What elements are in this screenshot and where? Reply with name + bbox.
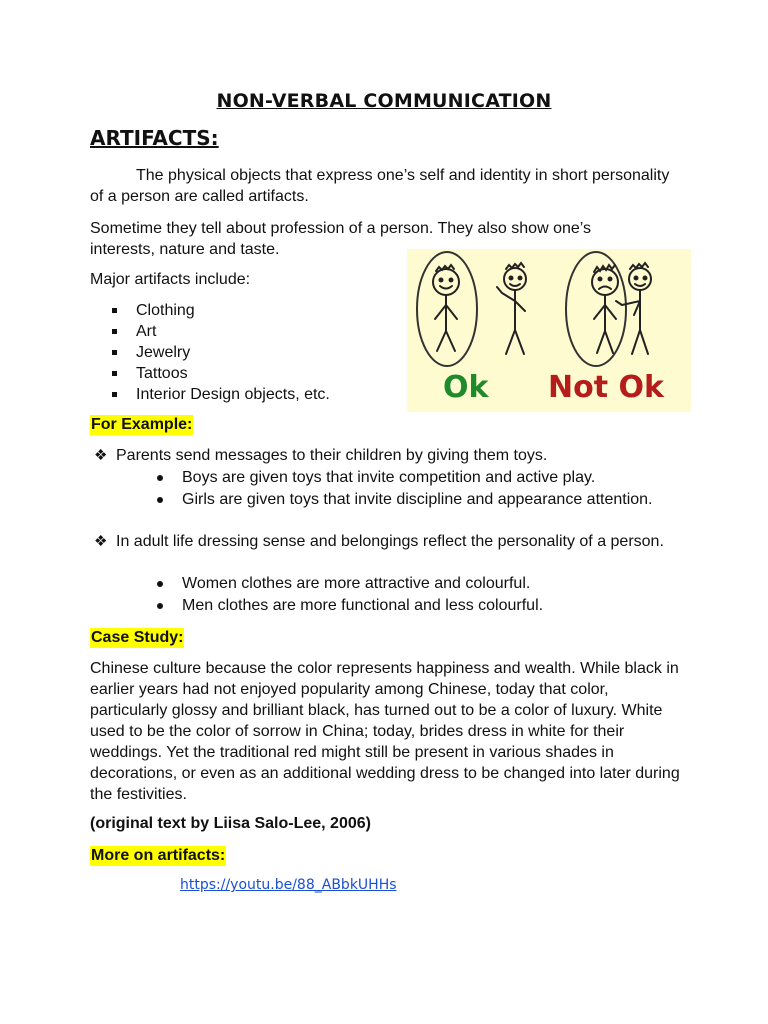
youtube-link[interactable]: https://youtu.be/88_ABbkUHHs — [180, 877, 397, 893]
list-item: ❖ Parents send messages to their children by giving them toys. — [94, 447, 548, 464]
page-title: NON-VERBAL COMMUNICATION — [216, 90, 552, 112]
list-item: Men clothes are more functional and less colourful. — [182, 595, 682, 616]
list-item: Art — [90, 321, 330, 342]
list-item: Jewelry — [90, 342, 330, 363]
list-item: Women clothes are more attractive and colourful. — [182, 573, 682, 594]
section-heading: ARTIFACTS: — [90, 126, 219, 150]
list-item: Girls are given toys that invite discipline and appearance attention. — [182, 489, 682, 510]
citation: (original text by Liisa Salo-Lee, 2006) — [90, 815, 371, 832]
profession-paragraph: Sometime they tell about profession of a person. They also show one’s interests, nature and taste. — [90, 220, 592, 258]
list-item: Interior Design objects, etc. — [90, 384, 330, 405]
case-study-paragraph: Chinese culture because the color represents happiness and wealth. While black in earlier years had not enjoyed popularity among Chinese, today that color, particularly glossy and brilliant black, has turned out to be a color of luxury. White used to be the color of sorrow in China; today, brides dress in white for their weddings. Yet the traditional red might still be present in various shades in decorations, or even as an additional wedding dress to be changed into later during the festivities. — [90, 660, 680, 803]
intro-paragraph: The physical objects that express one’s self and identity in short personality of a person are called artifacts. — [90, 167, 670, 205]
diamond-bullet-icon: ❖ — [94, 447, 108, 464]
not-ok-label: Not Ok — [548, 370, 664, 405]
bullet-icon — [157, 497, 163, 503]
bullet-icon — [157, 581, 163, 587]
diamond-bullet-icon: ❖ — [94, 533, 108, 550]
bullet-icon — [157, 475, 163, 481]
case-study-label: Case Study: — [91, 629, 184, 646]
more-on-artifacts-label: More on artifacts: — [91, 847, 226, 864]
bullet-icon — [157, 603, 163, 609]
list-item: Boys are given toys that invite competition and active play. — [182, 467, 682, 488]
list-item: Tattoos — [90, 363, 330, 384]
list-item: ❖ In adult life dressing sense and belongings reflect the personality of a person. — [94, 533, 664, 550]
major-artifacts-label: Major artifacts include: — [90, 271, 251, 288]
for-example-label: For Example: — [91, 416, 193, 433]
list-item: Clothing — [90, 300, 330, 321]
ok-label: Ok — [443, 370, 489, 405]
ok-not-ok-illustration — [407, 249, 691, 412]
artifacts-list — [90, 300, 330, 405]
